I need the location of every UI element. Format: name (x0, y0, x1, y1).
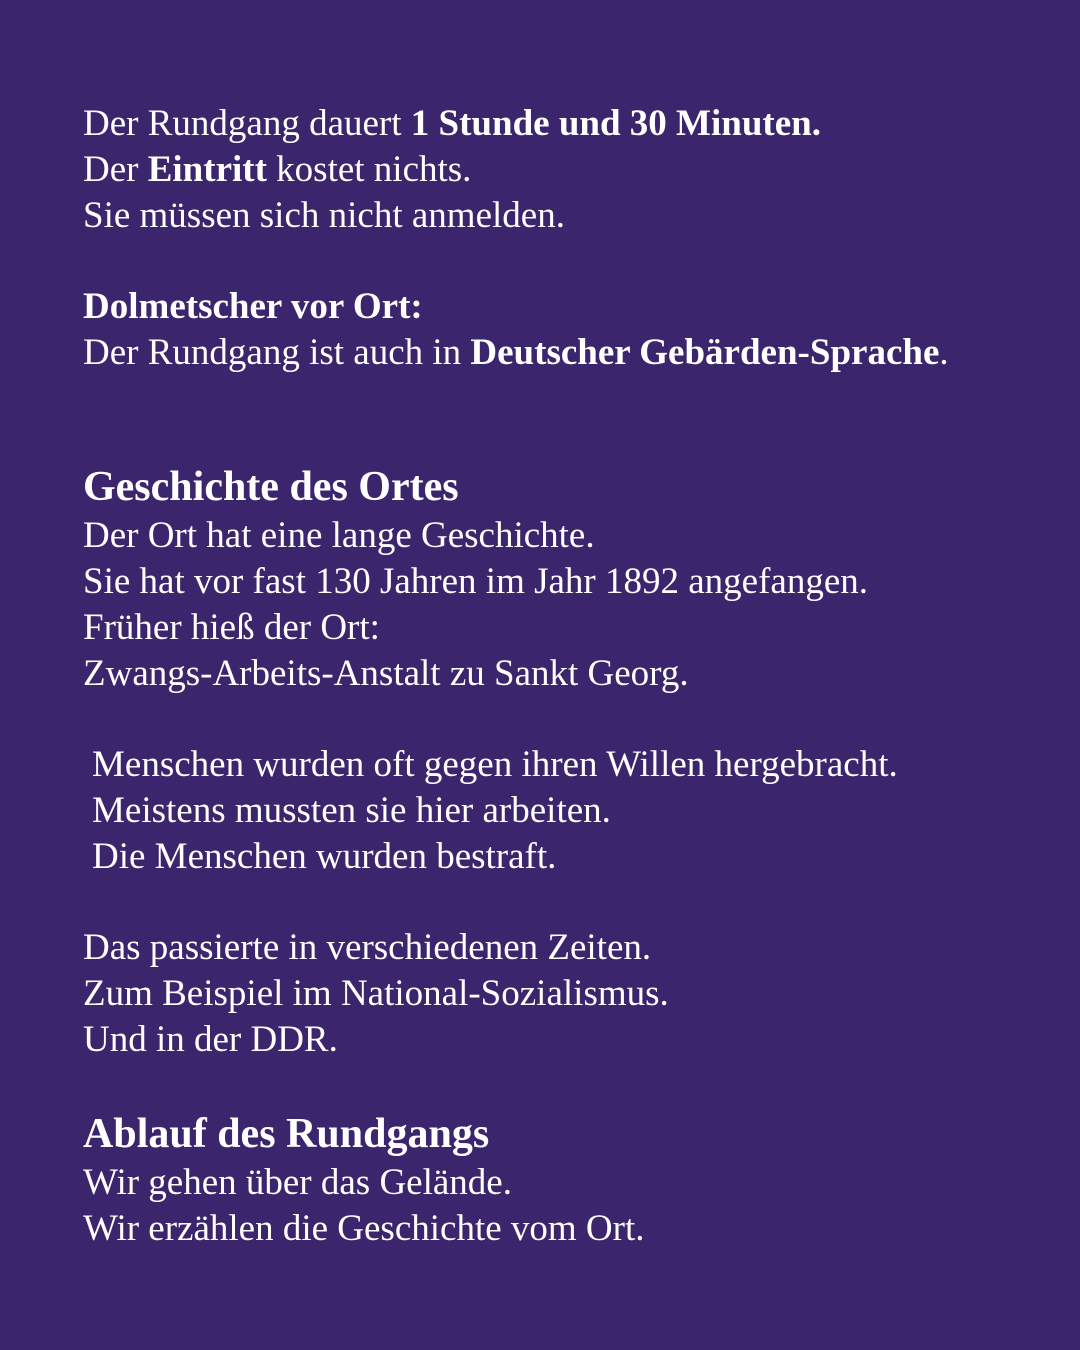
history-section (83, 461, 1040, 1063)
duration-text: Der Rundgang dauert (83, 103, 411, 144)
sign-language-text: Der Rundgang ist auch in (83, 332, 471, 373)
admission-text-start: Der (83, 149, 148, 190)
history-paragraph-1 (83, 513, 1040, 697)
tour-line: Wir gehen über das Gelände. (83, 1162, 512, 1203)
interpreter-label (83, 284, 1040, 330)
tour-heading: Ablauf des Rundgangs (83, 1111, 490, 1157)
history-line: Der Ort hat eine lange Geschichte. (83, 515, 595, 556)
history-paragraph-2 (83, 742, 1040, 880)
sign-language-name: Deutscher Gebärden-Sprache (470, 332, 940, 373)
history-line: Das passierte in verschiedenen Zeiten. (83, 927, 652, 968)
history-line: Früher hieß der Ort: (83, 607, 380, 648)
history-line: Zwangs-Arbeits-Anstalt zu Sankt Georg. (83, 653, 689, 694)
sign-language-period: . (939, 332, 949, 373)
tour-section (83, 1108, 1040, 1252)
history-heading: Geschichte des Ortes (83, 464, 459, 510)
registration-line: Sie müssen sich nicht anmelden. (83, 195, 565, 236)
history-paragraph-3 (83, 925, 1040, 1063)
admission-keyword: Eintritt (147, 149, 267, 190)
history-line: Sie hat vor fast 130 Jahren im Jahr 1892 angefangen. (83, 561, 869, 602)
admission-line (83, 147, 1040, 193)
history-line: Die Menschen wurden bestraft. (92, 836, 557, 877)
duration-value: 1 Stunde und 30 Minuten. (410, 103, 821, 144)
admission-text-end: kostet nichts. (266, 149, 472, 190)
history-line: Zum Beispiel im National-Sozialismus. (83, 973, 669, 1014)
interpreter-label-text: Dolmetscher vor Ort: (83, 286, 423, 327)
sign-language-line (83, 330, 1040, 376)
history-line: Und in der DDR. (83, 1019, 338, 1060)
history-line: Menschen wurden oft gegen ihren Willen hergebracht. (92, 744, 898, 785)
tour-line: Wir erzählen die Geschichte vom Ort. (83, 1208, 645, 1249)
history-line: Meistens mussten sie hier arbeiten. (92, 790, 611, 831)
duration-line (83, 101, 1040, 147)
intro-section (83, 0, 1040, 239)
interpreter-section (83, 284, 1040, 376)
